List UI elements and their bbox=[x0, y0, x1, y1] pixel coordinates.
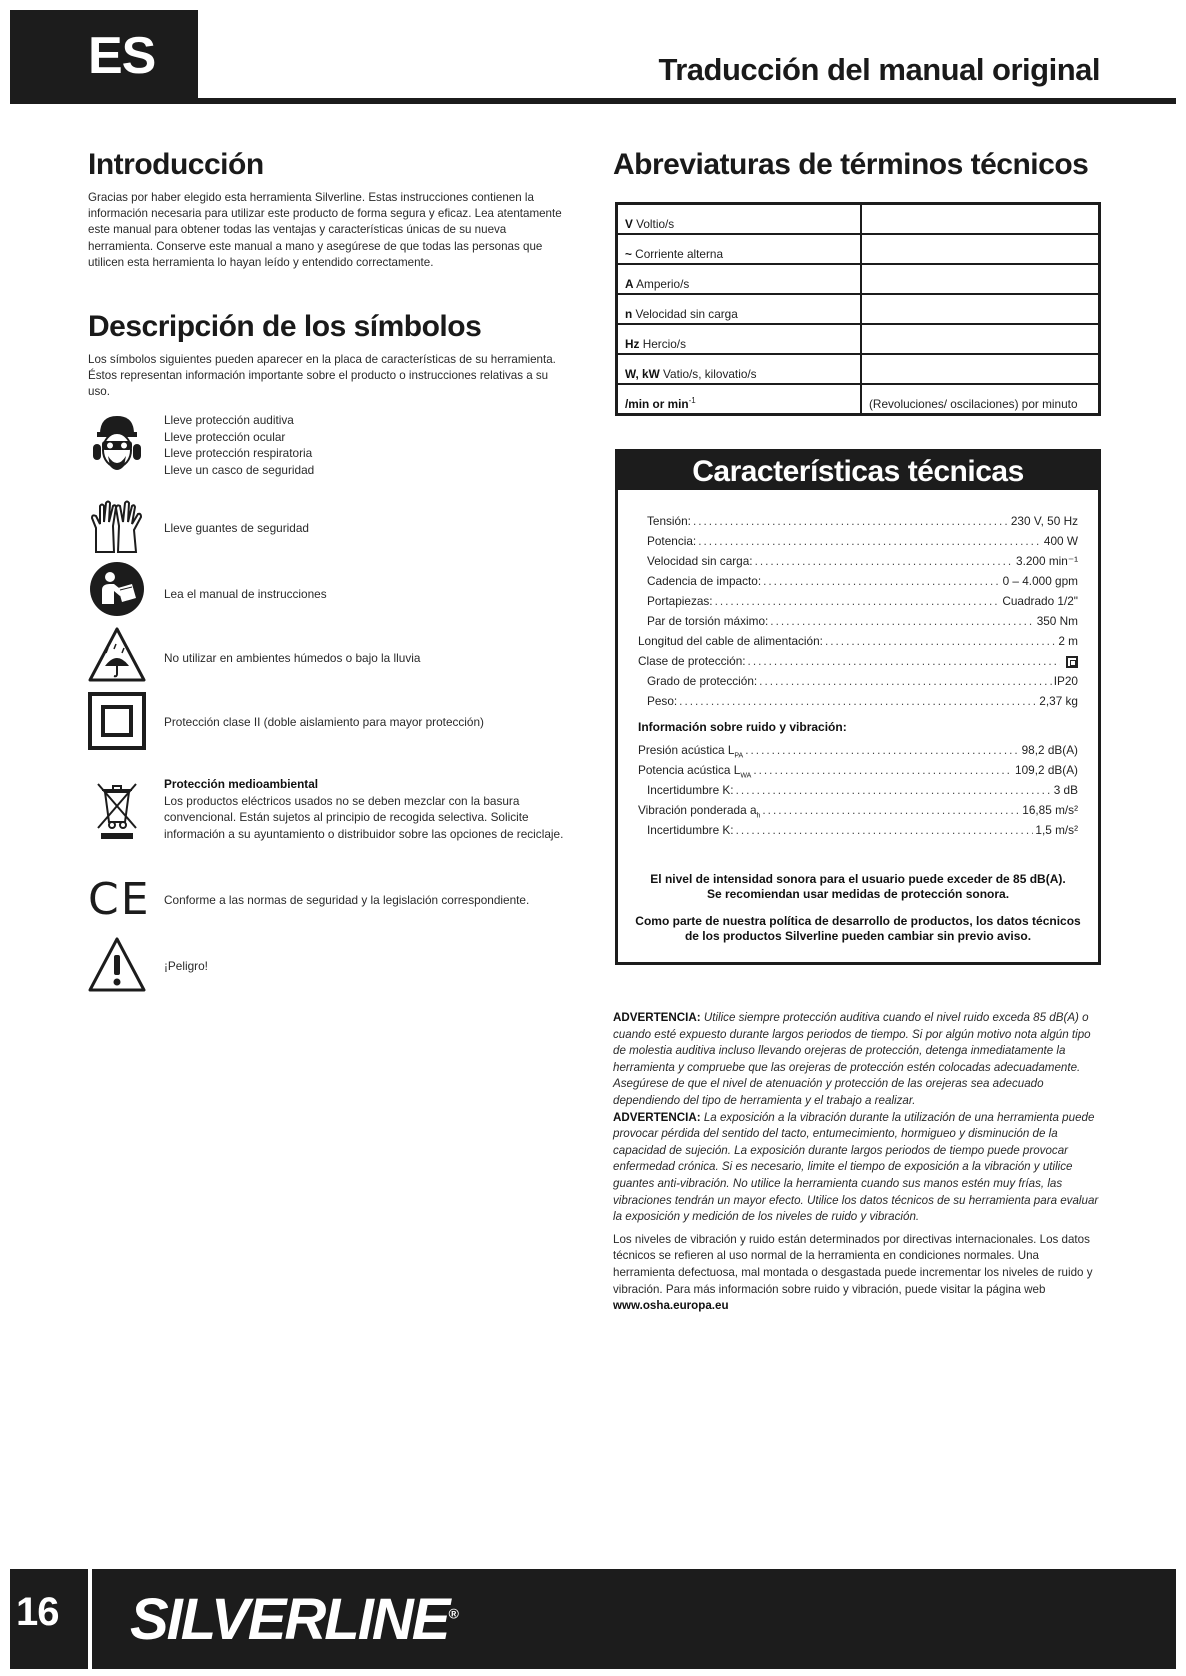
rain-text: No utilizar en ambientes húmedos o bajo la lluvia bbox=[164, 651, 421, 665]
abbr-value bbox=[861, 264, 1100, 294]
spec-row-power: Potencia: ..... 400 W bbox=[638, 534, 1078, 554]
class-ii-icon bbox=[88, 692, 146, 750]
abbr-row bbox=[617, 234, 1100, 264]
abbreviations-heading: Abreviaturas de términos técnicos bbox=[613, 148, 1089, 181]
abbr-term: V Voltio/s bbox=[617, 204, 862, 235]
abbr-row bbox=[617, 264, 1100, 294]
environment-body: Los productos eléctricos usados no se deben mezclar con la basura convencional. Están sujetos al principio de recogida selectiva. Solicite información a su ayuntamiento o distribuidor sobre las opciones de reciclaje. bbox=[164, 793, 564, 841]
intro-heading: Introducción bbox=[88, 148, 264, 181]
symbol-row-ce bbox=[88, 872, 568, 924]
symbol-row-class2 bbox=[88, 692, 568, 752]
spec-row-protection-class: Clase de protección: ..... bbox=[638, 654, 1078, 674]
abbr-value bbox=[861, 354, 1100, 384]
rain-warning-icon bbox=[88, 626, 146, 684]
warning-hearing: ADVERTENCIA: Utilice siempre protección auditiva cuando el nivel ruido exceda 85 dB(A) o cuando esté expuesto durante largos periodos de tiempo. Si por algún motivo nota algún tipo de molestia auditiva incluso llevando orejeras de protección, detenga inmediatamente la herramienta y compruebe que las orejeras de protección estén colocadas adecuadamente. Asegúrese de que el nivel de atenuación y protección de las orejeras sea adecuado dependiendo del tipo de herramienta y el trabajo a realizar. bbox=[613, 1011, 1091, 1107]
abbr-term: W, kW Vatio/s, kilovatio/s bbox=[617, 354, 862, 384]
abbr-term: /min or $\min^{-1}$ bbox=[617, 384, 862, 415]
document-title: Traducción del manual original bbox=[658, 52, 1100, 87]
manual-text: Lea el manual de instrucciones bbox=[164, 587, 327, 601]
specs-list bbox=[638, 514, 1078, 843]
symbol-row-rain bbox=[88, 626, 568, 686]
spec-row-no-load-speed: Velocidad sin carga: ..... 3.200 min⁻¹ bbox=[638, 554, 1078, 574]
product-change-note bbox=[618, 914, 1098, 944]
technical-specs-box bbox=[615, 449, 1101, 965]
spec-row-sound-power: Potencia acústica $L_{WA}$ ..... 109,2 dB(A) bbox=[638, 763, 1078, 783]
class2-text: Protección clase II (doble aislamiento para mayor protección) bbox=[164, 715, 484, 729]
spec-row-weight: Peso: ..... 2,37 kg bbox=[638, 694, 1078, 714]
header-rule bbox=[10, 98, 1176, 104]
symbol-row-danger bbox=[88, 936, 568, 996]
sound-level-note-line-1: El nivel de intensidad sonora para el usuario puede exceder de 85 dB(A). bbox=[650, 872, 1066, 886]
abbr-value bbox=[861, 324, 1100, 354]
sound-level-note bbox=[618, 872, 1098, 902]
abbr-value bbox=[861, 294, 1100, 324]
warnings-section bbox=[613, 1010, 1103, 1315]
symbol-row-environment bbox=[88, 776, 568, 848]
class-ii-mini-icon bbox=[1066, 656, 1078, 668]
symbols-heading: Descripción de los símbolos bbox=[88, 310, 482, 343]
abbr-row bbox=[617, 324, 1100, 354]
silverline-logo: SILVERLINE® bbox=[130, 1587, 457, 1652]
weee-bin-icon bbox=[88, 778, 146, 840]
page-number: 16 bbox=[16, 1590, 59, 1634]
ppe-head-icon bbox=[88, 412, 146, 478]
footer-divider bbox=[88, 1569, 92, 1669]
vibration-noise-info: Los niveles de vibración y ruido están determinados por directivas internacionales. Los datos técnicos se refieren al uso normal de la herramienta en condiciones normales. Una herramienta defectuosa, mal montada o desgastada puede incrementar los niveles de ruido y vibración. Para más información sobre ruido y vibración, puede visitar la página web www.osha.europa.eu bbox=[613, 1232, 1093, 1313]
symbol-row-manual bbox=[88, 560, 568, 620]
ppe-line-helmet: Lleve un casco de seguridad bbox=[164, 462, 315, 477]
spec-row-uncertainty-sound: Incertidumbre K: ..... 3 dB bbox=[638, 783, 1078, 803]
ce-mark-icon: CE bbox=[88, 874, 151, 925]
product-change-note-line-2: de los productos Silverline pueden cambiar sin previo aviso. bbox=[684, 929, 1032, 943]
abbr-value bbox=[861, 204, 1100, 235]
abbr-term: A Amperio/s bbox=[617, 264, 862, 294]
abbr-term: n Velocidad sin carga bbox=[617, 294, 862, 324]
ppe-text bbox=[164, 412, 314, 478]
language-badge: ES bbox=[10, 10, 198, 102]
noise-vibration-title: Información sobre ruido y vibración: bbox=[638, 720, 847, 734]
intro-text: Gracias por haber elegido esta herramienta Silverline. Estas instrucciones contienen la información necesaria para utilizar este producto de forma segura y eficaz. Lea atentamente este manual para obtener todas las ventajas y características únicas de su nueva herramienta. Conserve este manual a mano y asegúrese de que todas las personas que utilicen esta herramienta lo hayan leído y entendido correctamente. bbox=[88, 191, 562, 269]
abbr-row bbox=[617, 354, 1100, 384]
symbol-row-ppe bbox=[88, 412, 568, 484]
gloves-icon bbox=[88, 498, 146, 556]
symbol-row-gloves bbox=[88, 498, 568, 558]
environment-title: Protección medioambiental bbox=[164, 777, 319, 791]
warning-vibration: ADVERTENCIA: La exposición a la vibración durante la utilización de una herramienta puede provocar pérdida del sentido del tacto, entumecimiento, hormigueo y disminución de la capacidad de sujeción. La exposición durante largos periodos de tiempo puede provocar enfermedad crónica. Si es necesario, limite el tiempo de exposición a la vibración y utilice guantes anti-vibración. No utilice la herramienta cuando sus manos estén muy frías, las vibraciones tendrán un mayor efecto. Utilice los datos técnicos de su herramienta para evaluar la exposición y medición de los niveles de ruido y vibración. bbox=[613, 1110, 1099, 1224]
spec-row-ingress-rating: Grado de protección: ..... IP20 bbox=[638, 674, 1078, 694]
spec-row-voltage: Tensión: ..... 230 V, 50 Hz bbox=[638, 514, 1078, 534]
abbr-row bbox=[617, 294, 1100, 324]
abbr-row bbox=[617, 204, 1100, 235]
abbr-value: (Revoluciones/ oscilaciones) por minuto bbox=[861, 384, 1100, 415]
product-change-note-line-1: Como parte de nuestra política de desarrollo de productos, los datos técnicos bbox=[635, 914, 1081, 928]
sound-level-note-line-2: Se recomiendan usar medidas de protección sonora. bbox=[706, 887, 1010, 901]
ppe-line-respiratory: Lleve protección respiratoria bbox=[164, 446, 313, 460]
abbr-term: Hz Hercio/s bbox=[617, 324, 862, 354]
ppe-line-hearing: Lleve protección auditiva bbox=[164, 413, 294, 427]
danger-text: ¡Peligro! bbox=[164, 959, 208, 973]
danger-warning-icon bbox=[88, 936, 146, 994]
symbols-intro-text: Los símbolos siguientes pueden aparecer en la placa de características de su herramienta. Éstos representan información importante sobre el producto o instrucciones relativas a su uso. bbox=[88, 353, 556, 399]
gloves-text: Lleve guantes de seguridad bbox=[164, 521, 309, 535]
spec-row-weighted-vibration: Vibración ponderada $a_h$ ..... 16,85 m/s² bbox=[638, 803, 1078, 823]
abbr-value bbox=[861, 234, 1100, 264]
spec-row-impact-rate: Cadencia de impacto: ..... 0 – 4.000 gpm bbox=[638, 574, 1078, 594]
ce-text: Conforme a las normas de seguridad y la legislación correspondiente. bbox=[164, 893, 530, 907]
abbr-term: ~ Corriente alterna bbox=[617, 234, 862, 264]
spec-row-uncertainty-vibration: Incertidumbre K: ..... 1,5 m/s² bbox=[638, 823, 1078, 843]
abbr-row bbox=[617, 384, 1100, 415]
spec-row-chuck: Portapiezas: ..... Cuadrado 1/2" bbox=[638, 594, 1078, 614]
spec-row-sound-pressure: Presión acústica $L_{PA}$ ..... 98,2 dB(A) bbox=[638, 743, 1078, 763]
specs-heading: Características técnicas bbox=[618, 452, 1098, 490]
spec-row-torque: Par de torsión máximo: ..... 350 Nm bbox=[638, 614, 1078, 634]
environment-text bbox=[164, 776, 564, 842]
abbreviations-table bbox=[615, 202, 1101, 416]
read-manual-icon bbox=[88, 560, 146, 618]
ppe-line-eyes: Lleve protección ocular bbox=[164, 429, 286, 444]
osha-link[interactable]: www.osha.europa.eu bbox=[613, 1299, 729, 1313]
spec-row-cable-length: Longitud del cable de alimentación: ..... 2 m bbox=[638, 634, 1078, 654]
